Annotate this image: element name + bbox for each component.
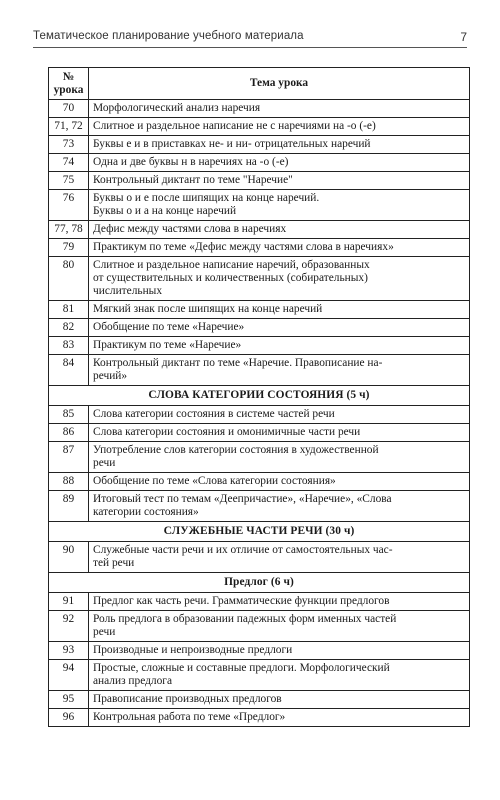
lesson-topic-line: Морфологический анализ наречия — [93, 102, 261, 114]
lesson-number: 96 — [49, 709, 89, 727]
lesson-number: 71, 72 — [49, 118, 89, 136]
lesson-topic-line: Обобщение по теме «Наречие» — [93, 321, 245, 333]
table-row — [49, 100, 470, 118]
section-heading-row — [49, 522, 470, 542]
lesson-number: 89 — [49, 491, 89, 522]
lesson-plan-table — [48, 67, 470, 727]
table-row — [49, 709, 470, 727]
section-heading-row — [49, 573, 470, 593]
lesson-number: 75 — [49, 172, 89, 190]
lesson-topic — [89, 221, 470, 239]
column-header-lesson-number: № урока — [49, 68, 89, 100]
table-row — [49, 691, 470, 709]
lesson-topic-line: Правописание производных предлогов — [93, 693, 282, 705]
lesson-topic-line: Контрольный диктант по теме «Наречие. Правописание на- — [93, 357, 383, 369]
lesson-topic-line: речий» — [93, 370, 128, 382]
lesson-topic — [89, 491, 470, 522]
lesson-topic — [89, 691, 470, 709]
lesson-topic-line: Итоговый тест по темам «Деепричастие», «Наречие», «Слова — [93, 493, 392, 505]
lesson-topic-line: Одна и две буквы н в наречиях на -о (-е) — [93, 156, 289, 168]
table-row — [49, 593, 470, 611]
table-row — [49, 239, 470, 257]
lesson-number: 79 — [49, 239, 89, 257]
lesson-topic — [89, 611, 470, 642]
lesson-number: 93 — [49, 642, 89, 660]
lesson-topic — [89, 337, 470, 355]
lesson-topic — [89, 154, 470, 172]
lesson-number: 95 — [49, 691, 89, 709]
lesson-number: 73 — [49, 136, 89, 154]
lesson-number: 74 — [49, 154, 89, 172]
table-body — [49, 100, 470, 727]
lesson-number: 80 — [49, 257, 89, 301]
lesson-number: 83 — [49, 337, 89, 355]
lesson-topic-line: Дефис между частями слова в наречиях — [93, 223, 287, 235]
table-row — [49, 319, 470, 337]
lesson-topic — [89, 136, 470, 154]
lesson-number: 94 — [49, 660, 89, 691]
lesson-topic — [89, 660, 470, 691]
table-row — [49, 642, 470, 660]
table-row — [49, 337, 470, 355]
table-row — [49, 611, 470, 642]
lesson-topic — [89, 473, 470, 491]
lesson-topic — [89, 190, 470, 221]
lesson-number: 85 — [49, 406, 89, 424]
lesson-topic — [89, 709, 470, 727]
lesson-number: 84 — [49, 355, 89, 386]
lesson-topic-line: речи — [93, 626, 116, 638]
lesson-number: 90 — [49, 542, 89, 573]
lesson-topic-line: Буквы е и в приставках не- и ни- отрицательных наречий — [93, 138, 371, 150]
lesson-topic — [89, 172, 470, 190]
lesson-topic-line: Слитное и раздельное написание не с наречиями на -о (-е) — [93, 120, 376, 132]
lesson-topic — [89, 424, 470, 442]
lesson-topic — [89, 442, 470, 473]
section-heading: СЛУЖЕБНЫЕ ЧАСТИ РЕЧИ (30 ч) — [49, 522, 470, 542]
table-row — [49, 406, 470, 424]
lesson-topic — [89, 319, 470, 337]
lesson-topic — [89, 257, 470, 301]
table-row — [49, 355, 470, 386]
lesson-topic-line: Слова категории состояния и омонимичные части речи — [93, 426, 361, 438]
running-title: Тематическое планирование учебного материала — [33, 30, 304, 42]
lesson-topic-line: Слитное и раздельное написание наречий, образованных — [93, 259, 370, 271]
lesson-number: 76 — [49, 190, 89, 221]
lesson-number: 88 — [49, 473, 89, 491]
lesson-number: 77, 78 — [49, 221, 89, 239]
lesson-number: 91 — [49, 593, 89, 611]
lesson-topic-line: Практикум по теме «Дефис между частями слова в наречиях» — [93, 241, 394, 253]
table-row — [49, 660, 470, 691]
lesson-topic — [89, 642, 470, 660]
lesson-topic — [89, 239, 470, 257]
lesson-topic-line: Производные и непроизводные предлоги — [93, 644, 293, 656]
table-row — [49, 136, 470, 154]
table-row — [49, 542, 470, 573]
table-row — [49, 154, 470, 172]
table-row — [49, 473, 470, 491]
lesson-topic-line: от существительных и количественных (собирательных) — [93, 272, 368, 284]
lesson-topic-line: Буквы о и е после шипящих на конце наречий. — [93, 192, 320, 204]
table-row — [49, 257, 470, 301]
lesson-topic — [89, 301, 470, 319]
lesson-topic-line: Контрольная работа по теме «Предлог» — [93, 711, 286, 723]
lesson-topic-line: Служебные части речи и их отличие от самостоятельных час- — [93, 544, 393, 556]
lesson-topic-line: тей речи — [93, 557, 135, 569]
table-row — [49, 491, 470, 522]
lesson-topic-line: категории состояния» — [93, 506, 199, 518]
header-rule — [33, 47, 467, 48]
lesson-topic-line: Роль предлога в образовании падежных форм именных частей — [93, 613, 397, 625]
table-row — [49, 190, 470, 221]
lesson-number: 82 — [49, 319, 89, 337]
lesson-topic-line: Обобщение по теме «Слова категории состояния» — [93, 475, 336, 487]
table-header-row — [49, 68, 470, 100]
column-header-lesson-topic: Тема урока — [89, 68, 470, 100]
lesson-topic-line: Контрольный диктант по теме "Наречие" — [93, 174, 293, 186]
page-number: 7 — [460, 30, 467, 44]
lesson-topic — [89, 593, 470, 611]
section-heading-row — [49, 386, 470, 406]
lesson-topic-line: Употребление слов категории состояния в художественной — [93, 444, 379, 456]
section-heading: Предлог (6 ч) — [49, 573, 470, 593]
lesson-topic-line: Буквы о и а на конце наречий — [93, 205, 237, 217]
lesson-number: 86 — [49, 424, 89, 442]
lesson-topic — [89, 406, 470, 424]
lesson-topic-line: Предлог как часть речи. Грамматические функции предлогов — [93, 595, 390, 607]
table-row — [49, 424, 470, 442]
lesson-topic-line: Простые, сложные и составные предлоги. Морфологический — [93, 662, 390, 674]
table-row — [49, 118, 470, 136]
lesson-topic-line: Мягкий знак после шипящих на конце наречий — [93, 303, 323, 315]
lesson-topic — [89, 355, 470, 386]
table-row — [49, 221, 470, 239]
lesson-topic-line: числительных — [93, 285, 163, 297]
lesson-number: 87 — [49, 442, 89, 473]
lesson-topic-line: речи — [93, 457, 116, 469]
lesson-number: 92 — [49, 611, 89, 642]
lesson-topic — [89, 118, 470, 136]
lesson-topic — [89, 542, 470, 573]
lesson-number: 81 — [49, 301, 89, 319]
lesson-topic — [89, 100, 470, 118]
lesson-topic-line: Слова категории состояния в системе частей речи — [93, 408, 335, 420]
table-row — [49, 442, 470, 473]
lesson-topic-line: Практикум по теме «Наречие» — [93, 339, 242, 351]
table-row — [49, 172, 470, 190]
section-heading: СЛОВА КАТЕГОРИИ СОСТОЯНИЯ (5 ч) — [49, 386, 470, 406]
table-row — [49, 301, 470, 319]
lesson-topic-line: анализ предлога — [93, 675, 173, 687]
lesson-number: 70 — [49, 100, 89, 118]
